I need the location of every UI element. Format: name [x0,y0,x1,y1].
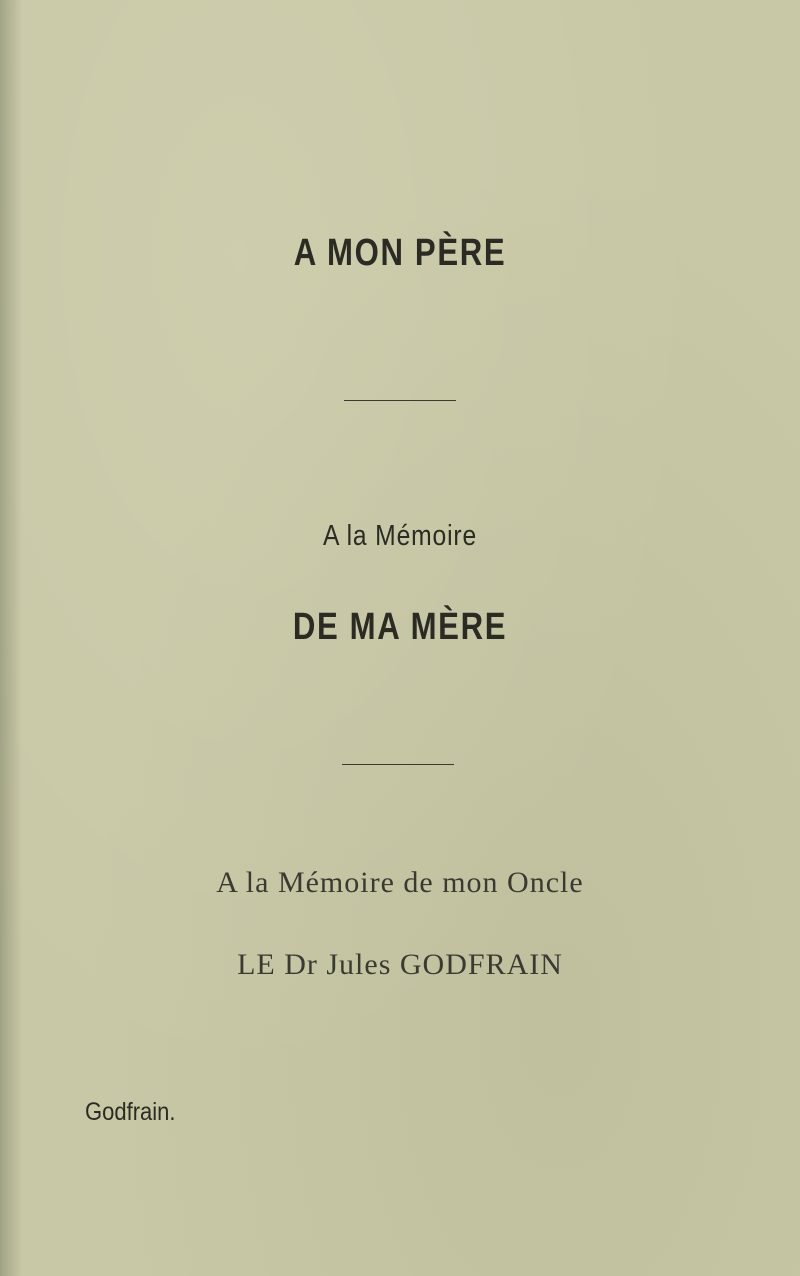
author-signature: Godfrain. [85,1098,176,1126]
dedication-title-mother: DE MA MÈRE [292,606,508,648]
page-binding-shadow [0,0,22,1276]
divider-rule-bottom [342,764,454,765]
dedication-mother-intro: A la Mémoire [322,520,478,552]
divider-rule-top [344,400,456,401]
dedication-uncle-name: LE Dr Jules GODFRAIN [237,948,563,981]
dedication-uncle-intro: A la Mémoire de mon Oncle [216,866,584,899]
dedication-title-father: A MON PÈRE [293,232,507,274]
